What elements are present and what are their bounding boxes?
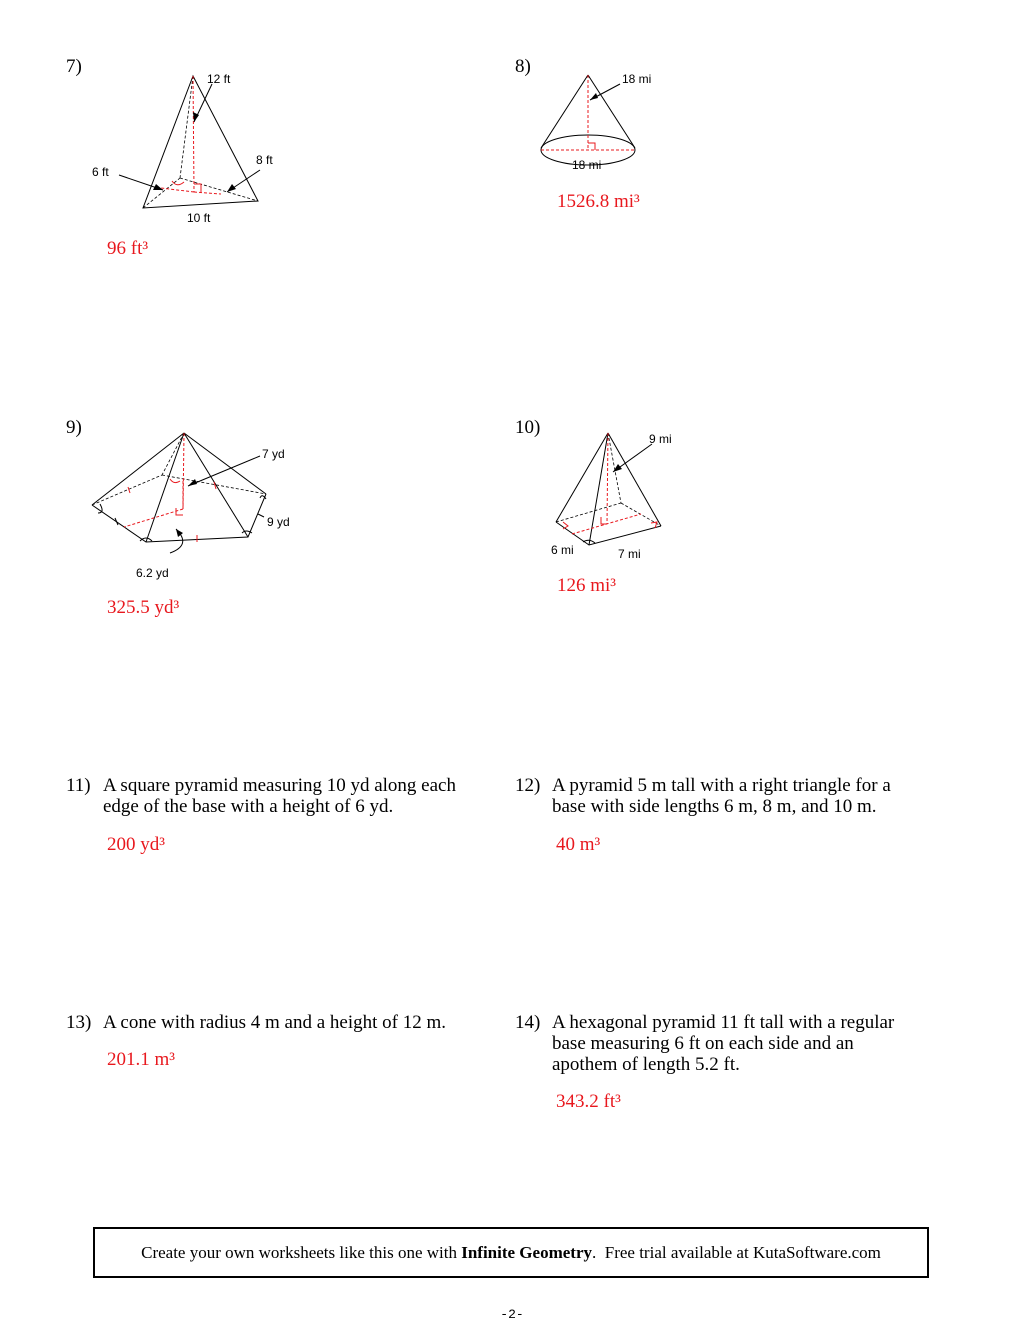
label-10ft: 10 ft — [187, 211, 211, 225]
problem-13-answer: 201.1 m³ — [107, 1049, 175, 1070]
problem-13-text: A cone with radius 4 m and a height of 12 m. — [103, 1012, 446, 1033]
page-number: -2- — [500, 1307, 524, 1322]
problem-9-pentagonal-pyramid-figure — [80, 425, 310, 585]
footer-suffix: . Free trial available at KutaSoftware.com — [592, 1242, 881, 1262]
label-18mi-height: 18 mi — [622, 72, 652, 86]
label-6mi: 6 mi — [551, 543, 574, 557]
problem-14-text: A hexagonal pyramid 11 ft tall with a regular base measuring 6 ft on each side and an apothem of length 5.2 ft. — [552, 1012, 895, 1075]
problem-10-rectangular-pyramid-figure — [545, 425, 695, 565]
problem-8-answer: 1526.8 mi³ — [557, 191, 640, 212]
problem-14-number: 14) — [515, 1012, 541, 1033]
label-12ft: 12 ft — [207, 72, 231, 86]
problem-8-cone-figure — [530, 60, 690, 185]
promo-footer-box — [93, 1227, 929, 1278]
label-9yd: 9 yd — [267, 515, 290, 529]
label-9mi: 9 mi — [649, 432, 672, 446]
problem-7-answer: 96 ft³ — [107, 238, 149, 259]
label-6.2yd: 6.2 yd — [136, 566, 169, 580]
problem-12-text: A pyramid 5 m tall with a right triangle for a base with side lengths 6 m, 8 m, and 10 m. — [552, 775, 891, 817]
problem-11-text: A square pyramid measuring 10 yd along each edge of the base with a height of 6 yd. — [103, 775, 456, 817]
problem-8-number: 8) — [515, 56, 531, 77]
footer-prefix: Create your own worksheets like this one with — [141, 1242, 462, 1262]
label-7yd: 7 yd — [262, 447, 285, 461]
problem-12-answer: 40 m³ — [556, 834, 601, 855]
problem-11-number: 11) — [66, 775, 91, 796]
problem-11-answer: 200 yd³ — [107, 834, 165, 855]
label-18mi-diameter: 18 mi — [572, 158, 602, 172]
label-6ft: 6 ft — [92, 165, 109, 179]
problem-12-number: 12) — [515, 775, 541, 796]
label-7mi: 7 mi — [618, 547, 641, 561]
footer-brand: Infinite Geometry — [461, 1242, 592, 1262]
problem-9-answer: 325.5 yd³ — [107, 597, 180, 618]
label-8ft: 8 ft — [256, 153, 273, 167]
problem-13-number: 13) — [66, 1012, 92, 1033]
problem-10-answer: 126 mi³ — [557, 575, 617, 596]
problem-10-number: 10) — [515, 417, 541, 438]
problem-14-answer: 343.2 ft³ — [556, 1091, 621, 1112]
problem-7-number: 7) — [66, 56, 82, 77]
problem-7-pyramid-figure — [80, 60, 300, 230]
problem-9-number: 9) — [66, 417, 82, 438]
